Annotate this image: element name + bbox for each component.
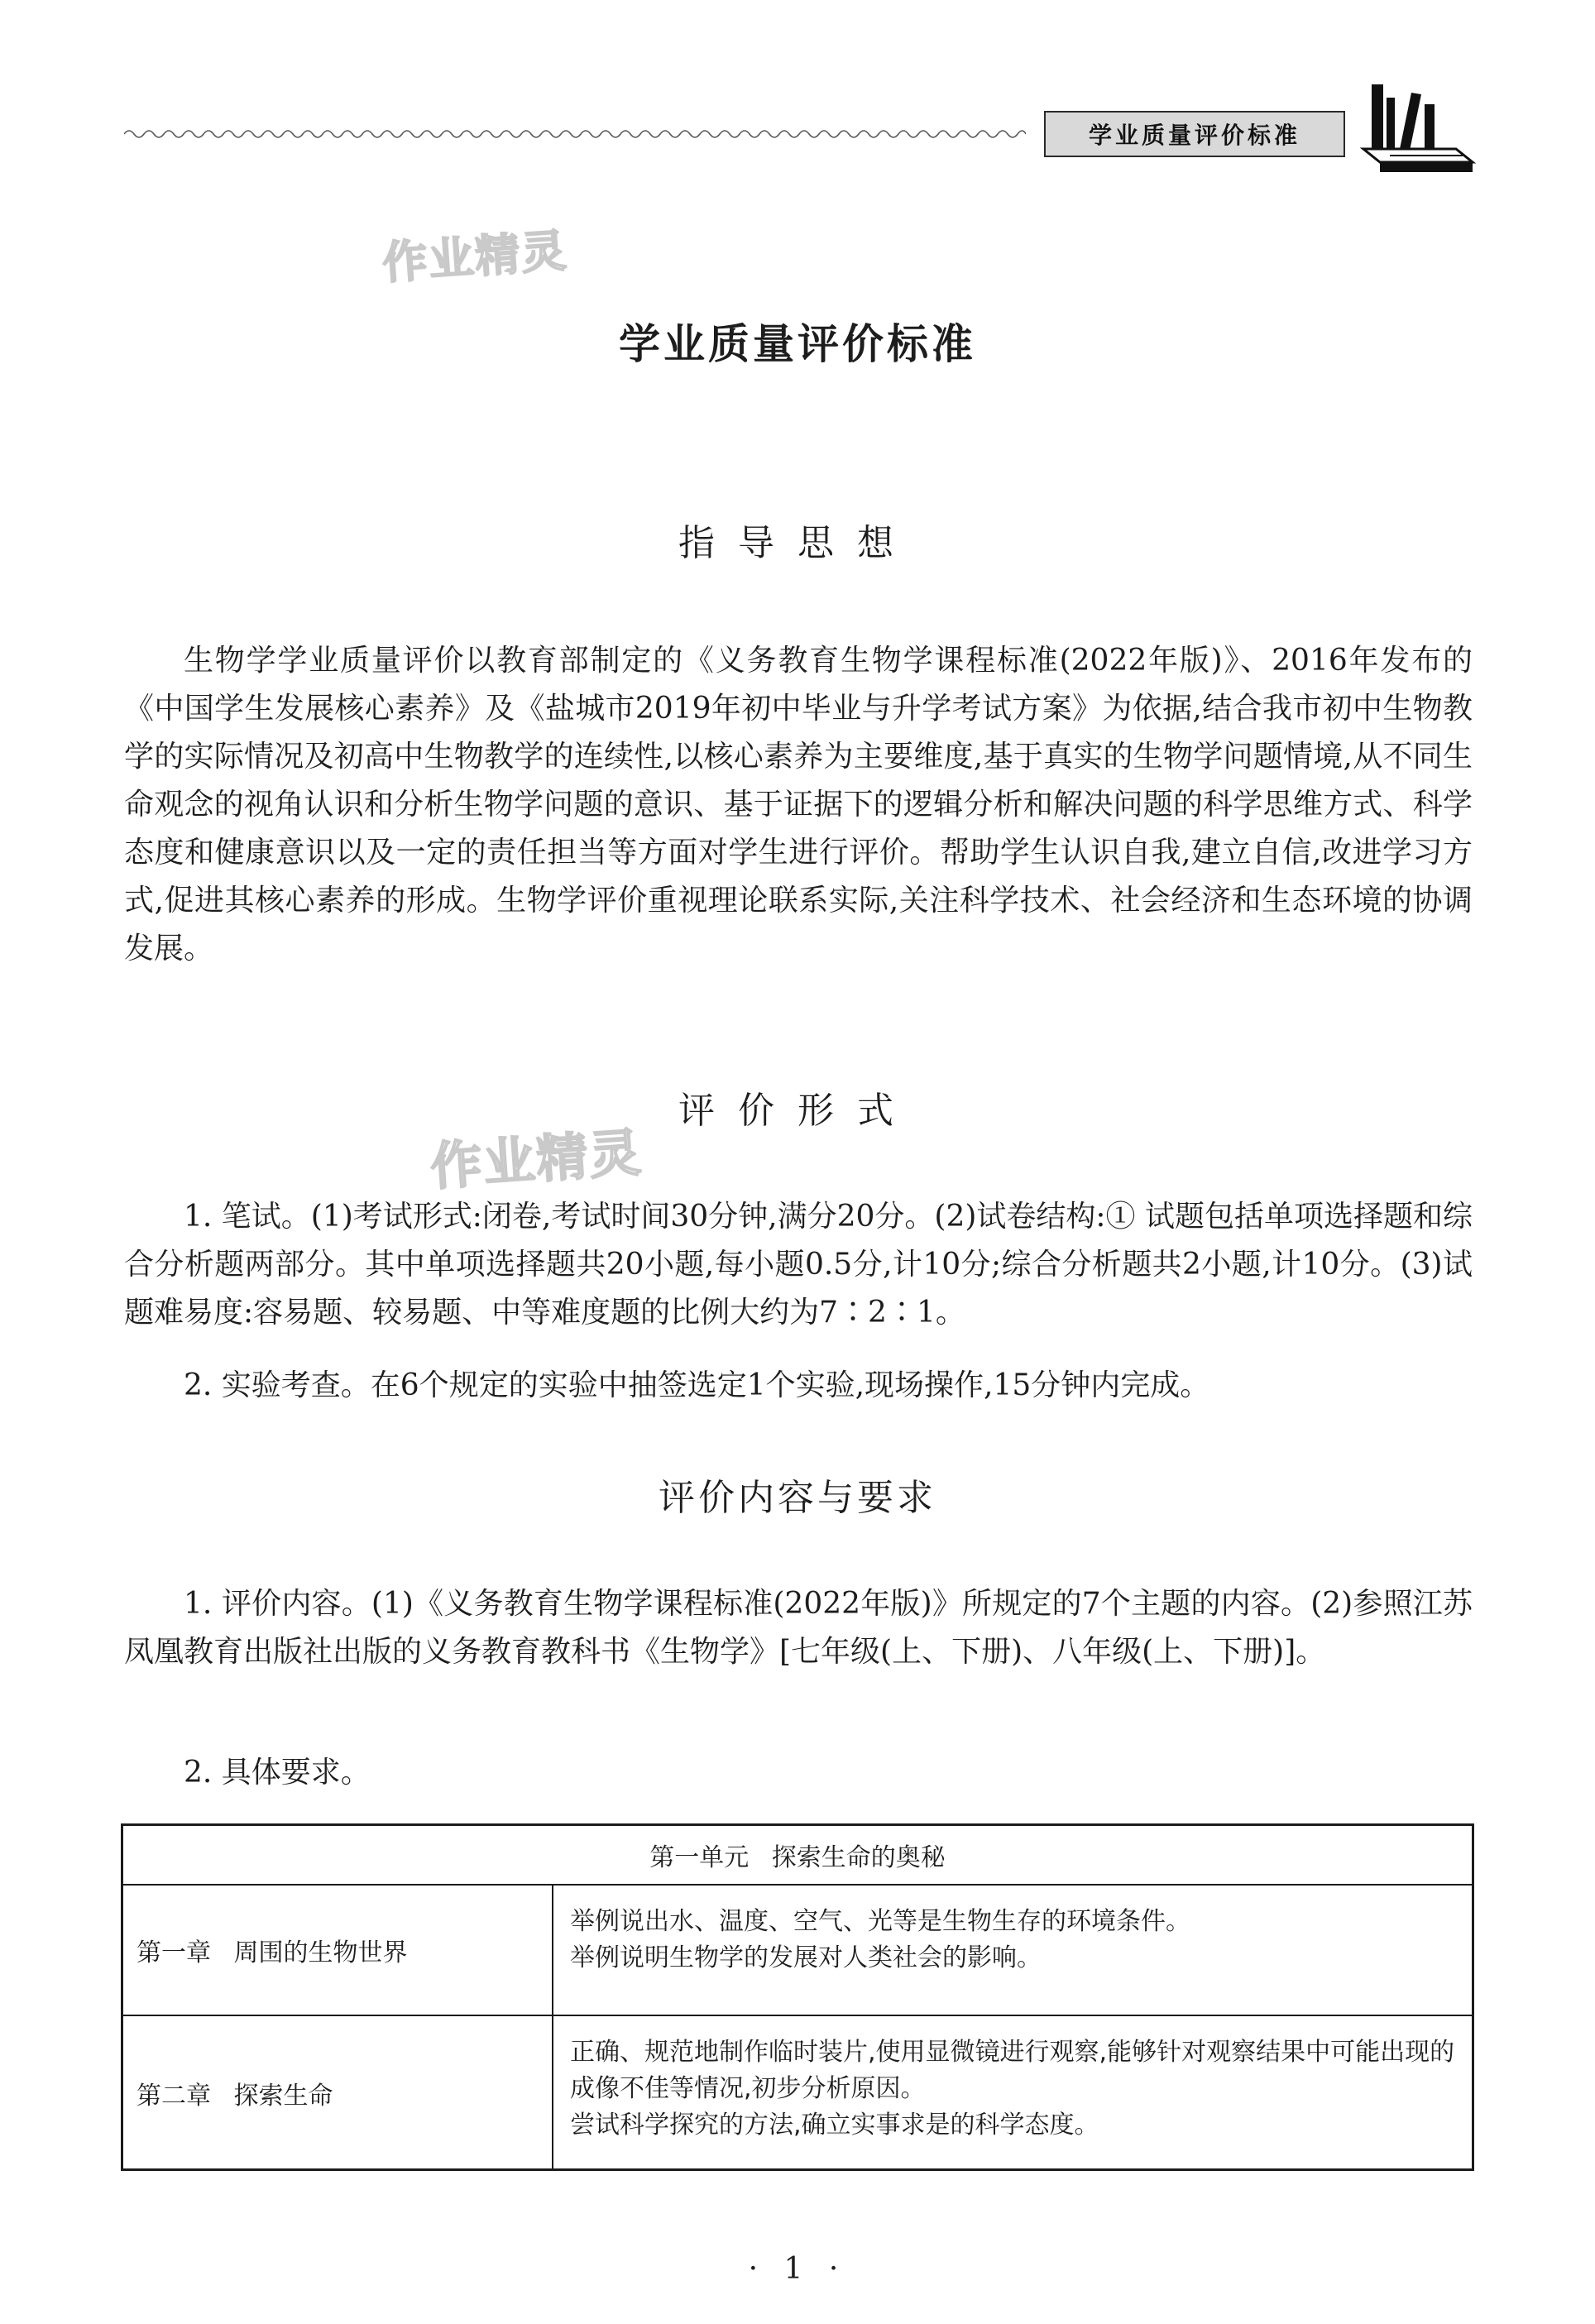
table-row bbox=[123, 1886, 1472, 2016]
requirement-line: 举例说明生物学的发展对人类社会的影响。 bbox=[570, 1943, 1042, 1972]
requirement-line: 举例说出水、温度、空气、光等是生物生存的环境条件。 bbox=[570, 1907, 1190, 1936]
requirements-cell bbox=[553, 2016, 1472, 2170]
requirement-line: 正确、规范地制作临时装片,使用显微镜进行观察,能够针对观察结果中可能出现的成像不佳等情况,初步分析原因。 bbox=[570, 2038, 1455, 2103]
section-heading-guide: 指导思想 bbox=[678, 522, 917, 564]
section-heading-content: 评价内容与要求 bbox=[659, 1477, 936, 1519]
books-icon bbox=[1357, 79, 1481, 179]
chapter-cell: 第二章 探索生命 bbox=[123, 2016, 553, 2170]
content-item-requirements: 2. 具体要求。 bbox=[184, 1756, 371, 1790]
guide-paragraph: 生物学学业质量评价以教育部制定的《义务教育生物学课程标准(2022年版)》、2016年发布的《中国学生发展核心素养》及《盐城市2019年初中毕业与升学考试方案》为依据,结合我市初中生物教学的实际情况及初高中生物教学的连续性,以核心素养为主要维度,基于真实的生物学问题情境,从不同生命观念的视角认识和分析生物学问题的意识、基于证据下的逻辑分析和解决问题的科学思维方式、科学态度和健康意识以及一定的责任担当等方面对学生进行评价。帮助学生认识自我,建立自信,改进学习方式,促进其核心素养的形成。生物学评价重视理论联系实际,关注科学技术、社会经济和生态环境的协调发展。 bbox=[124, 644, 1473, 966]
unit-requirements-table bbox=[121, 1823, 1474, 2171]
requirements-cell bbox=[553, 1886, 1472, 2015]
form-item-written-test: 1. 笔试。(1)考试形式:闭卷,考试时间30分钟,满分20分。(2)试卷结构:① 试题包括单项选择题和综合分析题两部分。其中单项选择题共20小题,每小题0.5分,计10分;综合分析题共2小题,计10分。(3)试题难易度:容易题、较易题、中等难度题的比例大约为7∶2∶1。 bbox=[124, 1200, 1473, 1330]
page-number: · 1 · bbox=[748, 2252, 847, 2286]
header-section-tab: 学业质量评价标准 bbox=[1044, 111, 1345, 157]
chapter-cell: 第一章 周围的生物世界 bbox=[123, 1886, 553, 2015]
page-title: 学业质量评价标准 bbox=[619, 320, 976, 368]
unit-title: 第一单元 探索生命的奥秘 bbox=[123, 1826, 1472, 1886]
watermark-text: 作业精灵 bbox=[381, 224, 570, 290]
header-wavy-rule bbox=[124, 124, 1026, 144]
form-item-experiment: 2. 实验考查。在6个规定的实验中抽签选定1个实验,现场操作,15分钟内完成。 bbox=[184, 1368, 1210, 1402]
table-row bbox=[123, 2016, 1472, 2170]
requirement-line: 尝试科学探究的方法,确立实事求是的科学态度。 bbox=[570, 2111, 1099, 2140]
watermark-text: 作业精灵 bbox=[429, 1122, 644, 1197]
content-item-scope: 1. 评价内容。(1)《义务教育生物学课程标准(2022年版)》所规定的7个主题的内容。(2)参照江苏凤凰教育出版社出版的义务教育教科书《生物学》[七年级(上、下册)、八年级(上、下册)]。 bbox=[124, 1587, 1473, 1669]
section-heading-form: 评价形式 bbox=[678, 1090, 917, 1132]
